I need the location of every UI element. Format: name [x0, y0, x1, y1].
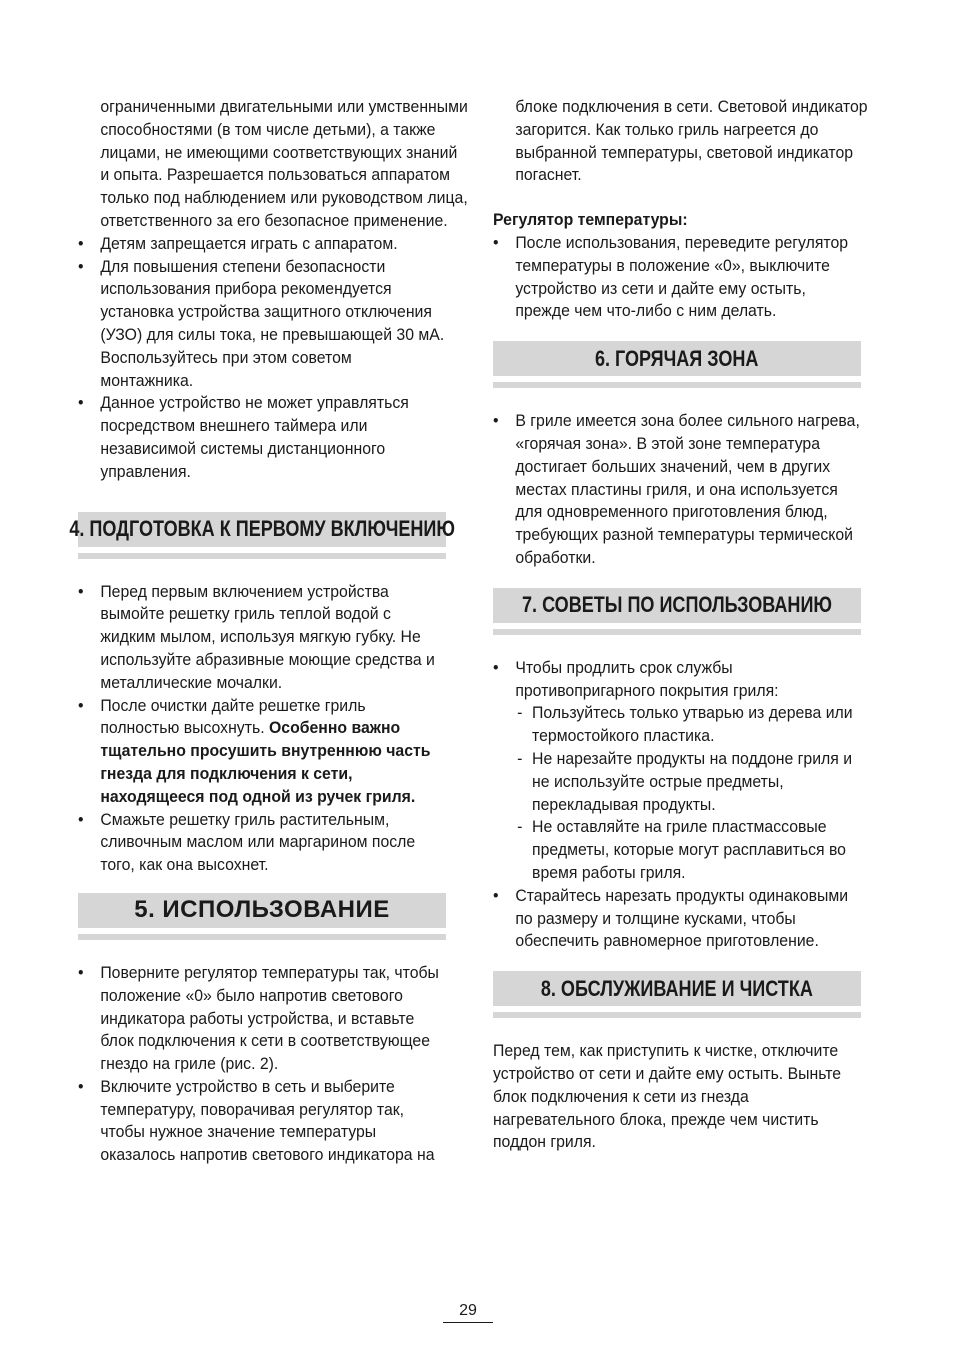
left-column — [69, 96, 468, 1167]
section-7-bullets — [493, 657, 863, 953]
cleaning-paragraph: Перед тем, как приступить к чистке, отключите устройство от сети и дайте ему остыть. Выньте блок подключения к сети из гнезда нагревательного блока, прежде чем чистить поддон гриля. — [493, 1041, 842, 1152]
regulator-heading: Регулятор температуры: — [493, 210, 688, 230]
regulator-bullets — [493, 232, 863, 323]
page-number: 29 — [443, 1302, 493, 1323]
section-4-heading: 4. ПОДГОТОВКА К ПЕРВОМУ ВКЛЮЧЕНИЮ — [78, 512, 446, 553]
section-5-bullets — [78, 962, 448, 1167]
continuation-paragraph: блоке подключения в сети. Световой индикатор загорится. Как только гриль нагреется до выбранной температуры, световой индикатор погаснет. — [515, 97, 868, 185]
section-6-heading: 6. ГОРЯЧАЯ ЗОНА — [493, 341, 861, 382]
list-item: • После очистки дайте решетке гриль полностью высохнуть. Особенно важно тщательно просушить внутреннюю часть гнезда для подключения к сети, находящееся под одной из ручек гриля. — [78, 695, 448, 809]
right-column — [493, 96, 868, 1154]
intro-paragraph: ограниченными двигательными или умственными способностями (в том числе детьми), а также лицами, не имеющими соответствующих знаний и опыта. Разрешается пользоваться аппаратом только под наблюдением или руководством лица, ответственного за его безопасное применение. — [100, 97, 468, 230]
section-8-heading: 8. ОБСЛУЖИВАНИЕ И ЧИСТКА — [493, 971, 861, 1012]
list-item: - Не нарезайте продукты на поддоне гриля и не используйте острые предметы, перекладывая продукты. — [513, 748, 863, 816]
list-item: - Пользуйтесь только утварью из дерева или термостойкого пластика. — [513, 702, 863, 748]
list-item: • Для повышения степени безопасности использования прибора рекомендуется установка устройства защитного отключения (УЗО) для силы тока, не превышающей 30 мА. Воспользуйтесь при этом советом монтажника. — [78, 256, 448, 393]
list-item: • Перед первым включением устройства вымойте решетку гриль теплой водой с жидким мылом, используя мягкую губку. Не используйте абразивные моющие средства и металлические мочалки. — [78, 581, 448, 695]
list-item: • В гриле имеется зона более сильного нагрева, «горячая зона». В этой зоне температура достигает больших значений, чем в других местах пластины гриля, и она используется для одновременного приготовления блюд, требующих разной температуры термической обработки. — [493, 410, 863, 570]
section-7-heading: 7. СОВЕТЫ ПО ИСПОЛЬЗОВАНИЮ — [493, 588, 861, 629]
list-item: • После использования, переведите регулятор температуры в положение «0», выключите устройство из сети и дайте ему остыть, прежде чем что-либо с ним делать. — [493, 232, 863, 323]
list-item: • Данное устройство не может управляться посредством внешнего таймера или независимой системы дистанционного управления. — [78, 392, 448, 483]
tips-sublist — [493, 702, 863, 884]
list-item: • Смажьте решетку гриль растительным, сливочным маслом или маргарином после того, как она высохнет. — [78, 809, 448, 877]
safety-bullets — [78, 233, 448, 484]
section-4-bullets — [78, 581, 448, 877]
list-item: • Поверните регулятор температуры так, чтобы положение «0» было напротив светового индикатора работы устройства, и вставьте блок подключения к сети в соответствующее гнездо на гриле (рис. 2). — [78, 962, 448, 1076]
list-item: • Детям запрещается играть с аппаратом. — [78, 233, 448, 256]
list-item: - Не оставляйте на гриле пластмассовые предметы, которые могут расплавиться во время работы гриля. — [513, 816, 863, 884]
section-6-bullets — [493, 410, 863, 570]
list-item: • Включите устройство в сеть и выберите температуру, поворачивая регулятор так, чтобы нужное значение температуры оказалось напротив светового индикатора на — [78, 1076, 448, 1167]
list-item: • Старайтесь нарезать продукты одинаковыми по размеру и толщине кусками, чтобы обеспечить равномерное приготовление. — [493, 885, 863, 953]
section-5-heading: 5. ИСПОЛЬЗОВАНИЕ — [78, 893, 446, 934]
list-item: • Чтобы продлить срок службы противопригарного покрытия гриля: - Пользуйтесь только утварью из дерева или термостойкого пластика. - Не нарезайте продукты на поддоне гриля и не используйте острые предметы, перекладывая продукты. - Не оставляйте на гриле пластмассовые предметы, которые могут расплавиться во время работы гриля. — [493, 657, 863, 885]
warning-text: Особенно важно тщательно просушить внутреннюю часть гнезда для подключения к сети, находящееся под одной из ручек гриля. — [100, 718, 431, 806]
